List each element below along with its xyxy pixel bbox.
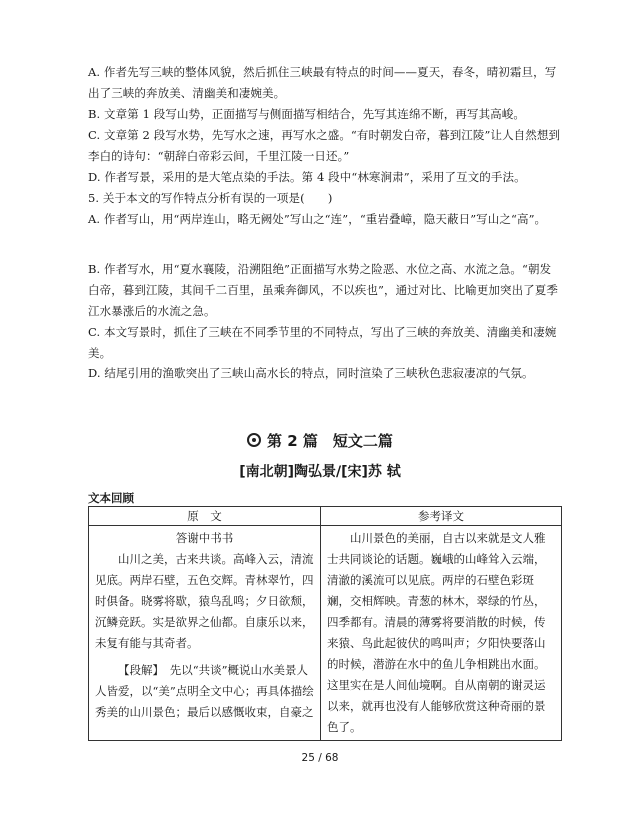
- section-authors: [南北朝]陶弘景/[宋]苏 轼: [239, 464, 401, 480]
- table-header-row: [89, 507, 562, 526]
- review-label: 文本回顾: [88, 491, 134, 505]
- question-5-option-b: B. 作者写水，用“夏水襄陵，沿溯阻绝”正面描写水势之险恶、水位之高、水流之急。“朝发白帝，暮到江陵，其间千二百里，虽乘奔御风，不以疾也”，通过对比、比喻更加突出了夏季江水暴涨后的水流之急。: [88, 262, 558, 318]
- paragraph-note: 【段解】 先以“共谈”概说山水美景人人皆爱，以“美”点明全文中心；再具体描绘秀美的山川景色；最后以感慨收束，自豪之: [95, 663, 314, 719]
- option-b-text: B. 文章第 1 段写山势，正面描写与侧面描写相结合，先写其连绵不断，再写其高峻。: [88, 107, 525, 121]
- table-row: [89, 526, 562, 741]
- target-icon: [247, 433, 261, 447]
- question-5-option-d: D. 结尾引用的渔歌突出了三峡山高水长的特点，同时渲染了三峡秋色悲寂凄凉的气氛。: [88, 366, 534, 380]
- original-title: 答谢中书书: [175, 531, 234, 545]
- section-title: 第 2 篇 短文二篇: [267, 432, 393, 450]
- translation-text-cell: [321, 526, 562, 741]
- question-5-text: 5. 关于本文的写作特点分析有误的一项是( ): [88, 191, 333, 205]
- section-heading: [0, 430, 640, 451]
- header-translation: 参考译文: [321, 507, 562, 526]
- original-body: 山川之美，古来共谈。高峰入云，清流见底。两岸石壁，五色交辉。青林翠竹，四时俱备。晓雾将歇，猿鸟乱鸣；夕日欲颓，沉鳞竞跃。实是欲界之仙都。自康乐以来，未复有能与其奇者。: [95, 552, 314, 650]
- option-d-text: D. 作者写景，采用的是大笔点染的手法。第 4 段中“林寒涧肃”，采用了互文的手法。: [88, 170, 526, 184]
- header-original: 原 文: [89, 507, 321, 526]
- option-a-text: A. 作者先写三峡的整体风貌，然后抓住三峡最有特点的时间——夏天，春冬，晴初霜旦，写出了三峡的奔放美、清幽美和凄婉美。: [88, 65, 557, 100]
- translation-body: 山川景色的美丽，自古以来就是文人雅士共同谈论的话题。巍峨的山峰耸入云端，清澈的溪流可以见底。两岸的石壁色彩斑斓，交相辉映。青葱的林木，翠绿的竹丛，四季都有。清晨的薄雾将要消散的时候，传来猿、鸟此起彼伏的鸣叫声；夕阳快要落山的时候，潜游在水中的鱼儿争相跳出水面。这里实在是人间仙境啊。自从南朝的谢灵运以来，就再也没有人能够欣赏这种奇丽的景色了。: [327, 531, 546, 734]
- original-text-cell: [89, 526, 321, 741]
- text-comparison-table: [88, 506, 562, 741]
- question-5-option-c: C. 本文写景时，抓住了三峡在不同季节里的不同特点，写出了三峡的奔放美、清幽美和凄婉美。: [88, 325, 557, 360]
- question-5-option-a: A. 作者写山，用“两岸连山，略无阙处”写山之“连”，“重岩叠嶂，隐天蔽日”写山之“高”。: [88, 212, 547, 226]
- page-number: 25 / 68: [301, 752, 339, 764]
- option-c-text: C. 文章第 2 段写水势，先写水之速，再写水之盛。“有时朝发白帝，暮到江陵”让人自然想到李白的诗句：“朝辞白帝彩云间，千里江陵一日还。”: [88, 128, 561, 163]
